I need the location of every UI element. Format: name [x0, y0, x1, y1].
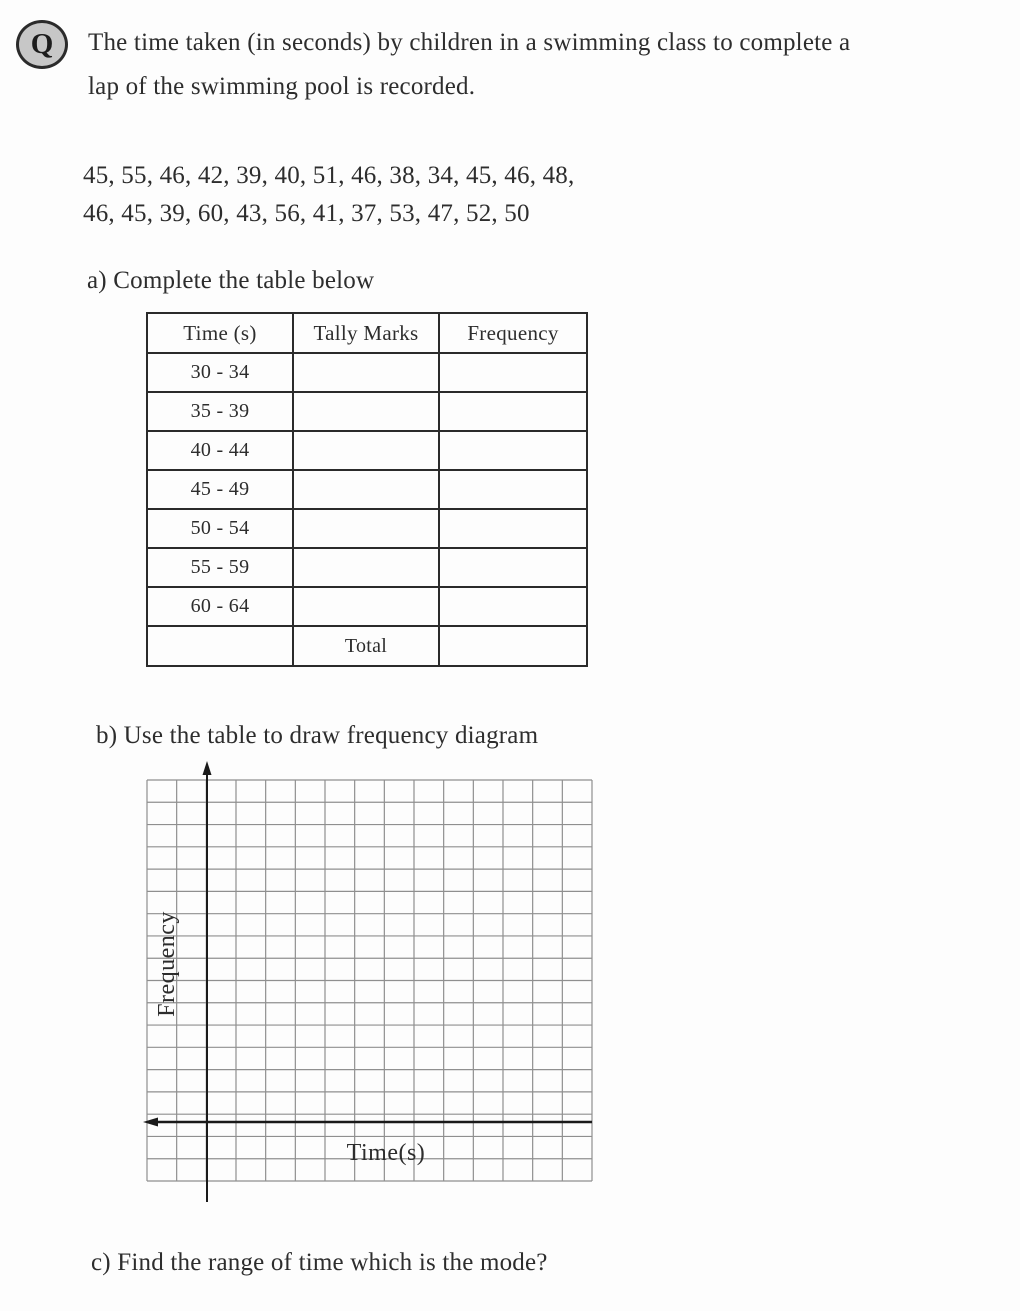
- time-interval-cell: 30 - 34: [147, 353, 293, 392]
- time-interval-cell: 35 - 39: [147, 392, 293, 431]
- x-axis-arrow: [143, 1118, 158, 1127]
- table-row: [147, 548, 587, 587]
- total-label-cell: Total: [293, 626, 439, 666]
- question-badge-letter: Q: [30, 28, 54, 60]
- header-frequency: Frequency: [439, 313, 587, 353]
- table-header-row: [147, 313, 587, 353]
- x-axis-label: Time(s): [346, 1140, 426, 1166]
- header-time: Time (s): [147, 313, 293, 353]
- time-interval-cell: 60 - 64: [147, 587, 293, 626]
- data-values-line1: 45, 55, 46, 42, 39, 40, 51, 46, 38, 34, 45, 46, 48,: [83, 162, 575, 189]
- frequency-blank-cell: [439, 509, 587, 548]
- data-values-line2: 46, 45, 39, 60, 43, 56, 41, 37, 53, 47, 52, 50: [83, 200, 530, 227]
- table-row: [147, 431, 587, 470]
- tally-blank-cell: [293, 353, 439, 392]
- table-row: [147, 392, 587, 431]
- part-c-heading: c) Find the range of time which is the mode?: [91, 1249, 548, 1276]
- frequency-blank-cell: [439, 392, 587, 431]
- frequency-blank-cell: [439, 587, 587, 626]
- frequency-blank-cell: [439, 548, 587, 587]
- table-row: [147, 353, 587, 392]
- time-interval-cell: 55 - 59: [147, 548, 293, 587]
- frequency-table: [146, 312, 588, 667]
- part-a-heading: a) Complete the table below: [87, 267, 375, 294]
- tally-blank-cell: [293, 587, 439, 626]
- question-text-line2: lap of the swimming pool is recorded.: [88, 73, 476, 100]
- table-row: [147, 509, 587, 548]
- time-interval-cell: 40 - 44: [147, 431, 293, 470]
- table-row: [147, 470, 587, 509]
- total-blank-right-cell: [439, 626, 587, 666]
- tally-blank-cell: [293, 509, 439, 548]
- total-blank-left-cell: [147, 626, 293, 666]
- time-interval-cell: 45 - 49: [147, 470, 293, 509]
- frequency-blank-cell: [439, 470, 587, 509]
- tally-blank-cell: [293, 548, 439, 587]
- question-text-line1: The time taken (in seconds) by children in a swimming class to complete a: [88, 29, 851, 56]
- question-badge: [16, 20, 68, 69]
- table-row: [147, 587, 587, 626]
- frequency-blank-cell: [439, 353, 587, 392]
- header-tally-marks: Tally Marks: [293, 313, 439, 353]
- table-total-row: [147, 626, 587, 666]
- tally-blank-cell: [293, 431, 439, 470]
- tally-blank-cell: [293, 392, 439, 431]
- time-interval-cell: 50 - 54: [147, 509, 293, 548]
- frequency-diagram: [130, 748, 610, 1218]
- y-axis-arrow: [203, 761, 212, 775]
- tally-blank-cell: [293, 470, 439, 509]
- frequency-blank-cell: [439, 431, 587, 470]
- part-b-heading: b) Use the table to draw frequency diagram: [96, 722, 539, 749]
- y-axis-label: Frequency: [154, 911, 180, 1017]
